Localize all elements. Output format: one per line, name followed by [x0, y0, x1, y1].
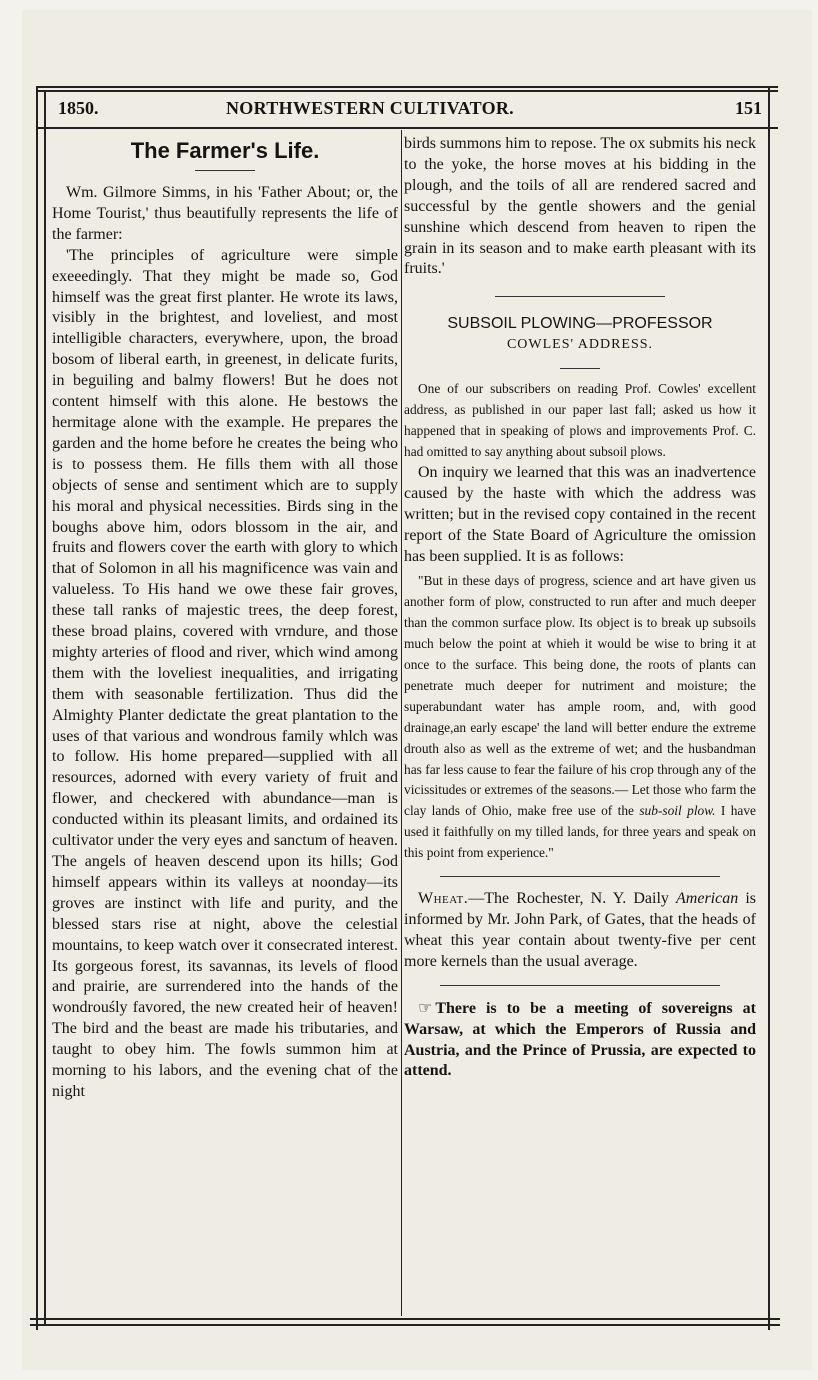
title-rule: [195, 170, 255, 171]
header-title: NORTHWESTERN CULTIVATOR.: [226, 98, 514, 118]
page-number: 151: [735, 98, 762, 118]
wheat-paper-name: American: [676, 890, 739, 908]
subsoil-plow-emphasis: sub-soil plow.: [639, 803, 716, 819]
top-border-rule: [36, 86, 778, 88]
subsoil-intro: One of our subscribers on reading Prof. Cowles' excellent address, as published in our paper last fall; asked us how it happened that in speaking of plows and improvements Prof. C. had omitted to say anything about subsoil plows.: [404, 381, 756, 459]
subsoil-subtitle: COWLES' ADDRESS.: [506, 337, 654, 353]
section-rule: [495, 296, 665, 297]
sovereigns-notice: [404, 998, 756, 1083]
left-border-rule-inner: [44, 92, 46, 1324]
section-rule-2: [440, 876, 720, 877]
left-border-rule: [36, 86, 38, 1330]
right-column: [404, 134, 756, 1314]
subsoil-quote: [404, 571, 756, 864]
section-rule-3: [440, 985, 720, 986]
sovereigns-text: There is to be a meeting of sovereigns at Warsaw, at which the Emperors of Russia and Austria, and the Prince of Prussia, are expected to attend.: [404, 999, 756, 1080]
bottom-border-rule-outer: [30, 1324, 780, 1326]
running-header: [58, 98, 762, 122]
header-year: 1850.: [58, 98, 99, 118]
right-border-rule: [768, 86, 770, 1330]
wheat-label: Wheat.: [418, 890, 469, 908]
article-continuation: birds summons him to repose. The ox submits his neck to the yoke, the horse moves at his bidding in the plough, and the toils of all are rendered sacred and successful by the gentle showers and the genial sunshine which descend from heaven to ripen the grain in its season and to make earth pleasant with its fruits.': [404, 135, 756, 278]
subsoil-title: SUBSOIL PLOWING—PROFESSOR: [447, 315, 713, 333]
subsoil-quote-end: I have used it faithfully on my tilled lands, for three years and speak on this point from experience.": [404, 803, 757, 861]
wheat-item: [404, 889, 756, 973]
article-quote: 'The principles of agriculture were simple exeeedingly. That they might be made so, God himself was the great first planter. He wrote its laws, visibly in the brightest, and loveliest, and most intelligible characters, everywhere, upon, the broad bosom of liberal earth, in greenest, in delicate furits, in beguiling and balmy flowers! But he does not content himself with this alone. He bestows the hermitage alone with the example. He prepares the garden and the home before he creates the being who is to possess them. He fills them with all those objects of sense and sentiment which are to supply his moral and physical necessities. Birds sing in the boughs above him, odors blossom in the air, and fruits and flowers cover the earth with glory to which that of Solomon in all his magnificence was vain and valueless. To His hand we owe these fair groves, these tall ranks of majestic trees, the deep forest, these broad plains, covered with vrndure, and those mighty arteries of flood and river, which wind among them with the loveliest inequalities, and irrigating them with seasonable fertilization. Thus did the Almighty Planter dedictate the great plantation to the uses of that various and wondrous family whlch was to follow. His home prepared—supplied with all resources, adorned with every variety of fruit and flower, and checkered with abundance—man is conducted within its pleasant limits, and ordained its cultivator under the very eyes and sanctum of heaven. The angels of heaven descend upon its hills; God himself appears within its valleys at noonday—its groves are instinct with life and purity, and the blessed stars rise at night, above the celestial mountains, to keep watch over it consecrated interest. Its gorgeous forest, its savannas, its levels of flood and prairie, are surrendered into the hands of the wondrouśly favored, the new created heir of heaven! The bird and the beast are made his tributaries, and taught to obey him. The fowls summon him at morning to his labors, and the evening chat of the night: [52, 246, 398, 1100]
top-border-rule-inner: [36, 90, 778, 92]
wheat-text-1: —The Rochester, N. Y. Daily: [468, 890, 677, 908]
bottom-border-rule: [30, 1318, 780, 1320]
wheat-text-2: is informed by Mr. John Park, of Gates, that the heads of wheat this year contain about twenty-five per cent more kernels than the usual average.: [404, 890, 757, 970]
subsoil-paragraph: On inquiry we learned that this was an inadvertence caused by the haste with which the address was written; but in the revised copy contained in the recent report of the State Board of Agriculture the omission has been supplied. It is as follows:: [404, 463, 756, 565]
subsoil-quote-text: "But in these days of progress, science and art have given us another form of plow, constructed to run after and much deeper than the common surface plow. Its object is to break up subsoils much below the point at whieh it would be wise to bring it at once to the surface. This being done, the roots of plants can penetrate much deeper for nutriment and moisture; the superabundant water has ample room, and, with good drainage,an early escape' the land will better endure the extreme drouth also as well as the extreme of wet; and the husbandman has far less cause to fear the failure of his crop through any of the vicissitudes or extremes of the seasons.— Let those who farm the clay lands of Ohio, make free use of the: [404, 573, 756, 819]
left-column: [52, 134, 398, 1314]
pointing-hand-icon: ☞: [418, 997, 433, 1017]
header-rule: [36, 127, 778, 129]
column-divider: [401, 130, 402, 1316]
article-title-farmers-life: The Farmer's Life.: [130, 138, 320, 163]
subtitle-rule: [560, 368, 600, 369]
article-intro: Wm. Gilmore Simms, in his 'Father About; or, the Home Tourist,' thus beautifully represents the life of the farmer:: [52, 184, 398, 243]
